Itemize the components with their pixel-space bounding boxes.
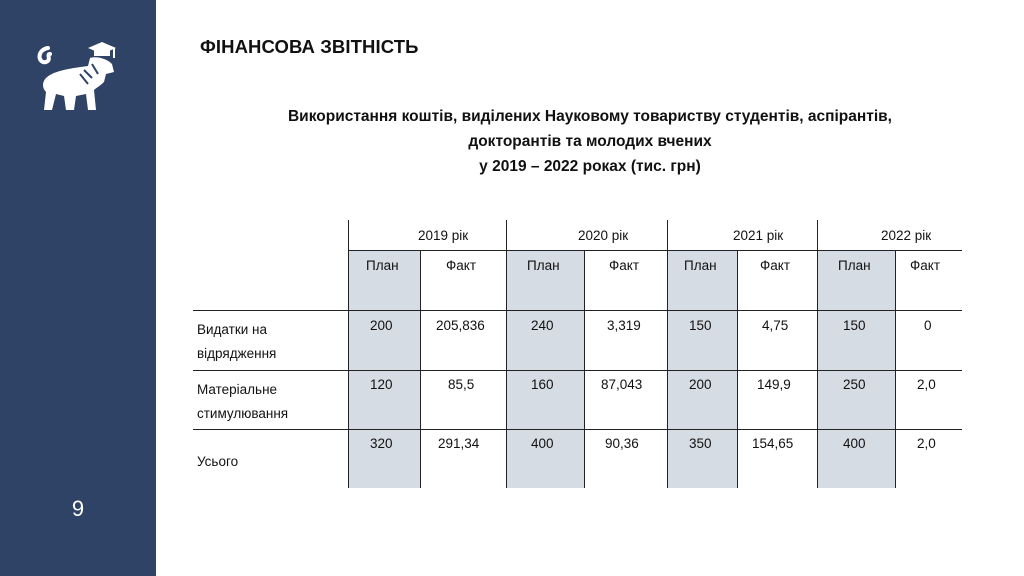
table-cell: 150 (843, 318, 866, 333)
table-cell: 4,75 (762, 318, 789, 333)
row-label-travel (197, 318, 337, 366)
table-cell: 85,5 (448, 377, 475, 392)
table-cell: 0 (924, 318, 932, 333)
plan-shade-2020 (507, 250, 584, 488)
year-header-2022: 2022 рік (881, 228, 932, 243)
year-header-2020: 2020 рік (578, 228, 629, 243)
grid-line (193, 429, 962, 430)
grid-line (193, 370, 962, 371)
plan-header: План (527, 258, 560, 273)
row-label-line: Матеріальне (197, 382, 278, 397)
table-cell: 200 (689, 377, 712, 392)
grid-line (895, 250, 896, 488)
table-cell: 205,836 (436, 318, 485, 333)
plan-shade-2022 (818, 250, 895, 488)
fact-header: Факт (760, 258, 791, 273)
fact-header: Факт (609, 258, 640, 273)
plan-header: План (366, 258, 399, 273)
table-cell: 160 (531, 377, 554, 392)
table-cell: 240 (531, 318, 554, 333)
table-cell: 350 (689, 436, 712, 451)
table-cell: 90,36 (605, 436, 639, 451)
sidebar (0, 0, 156, 576)
grid-line (506, 220, 507, 488)
table-cell: 200 (370, 318, 393, 333)
table-cell: 320 (370, 436, 393, 451)
table-cell: 2,0 (917, 377, 936, 392)
table-cell: 120 (370, 377, 393, 392)
plan-header: План (838, 258, 871, 273)
table-cell: 250 (843, 377, 866, 392)
table-cell: 87,043 (601, 377, 643, 392)
table-cell: 2,0 (917, 436, 936, 451)
table-cell: 150 (689, 318, 712, 333)
table-cell: 3,319 (607, 318, 641, 333)
table-cell: 154,65 (752, 436, 794, 451)
year-header-2019: 2019 рік (418, 228, 469, 243)
grid-line (348, 220, 349, 488)
slide-title: ФІНАНСОВА ЗВІТНІСТЬ (200, 36, 419, 57)
grid-line (817, 220, 818, 488)
row-label-line: Видатки на (197, 322, 267, 337)
table-cell: 400 (531, 436, 554, 451)
lion-logo-icon (34, 38, 118, 114)
caption-line-1: Використання коштів, виділених Науковому товариству студентів, аспірантів, (287, 108, 892, 125)
row-label-line: стимулювання (197, 406, 289, 421)
row-label-total (197, 450, 337, 474)
grid-line (584, 250, 585, 488)
caption-line-3: у 2019 – 2022 роках (тис. грн) (479, 158, 701, 175)
fact-header: Факт (910, 258, 941, 273)
table-caption (260, 104, 920, 179)
fact-header: Факт (446, 258, 477, 273)
table-cell: 149,9 (757, 377, 791, 392)
row-label-line: відрядження (197, 346, 277, 361)
plan-shade-2021 (668, 250, 737, 488)
page-number: 9 (71, 496, 85, 521)
caption-line-2: докторантів та молодих вчених (468, 133, 712, 150)
table-cell: 400 (843, 436, 866, 451)
grid-line (667, 220, 668, 488)
row-label-line: Усього (197, 454, 239, 469)
row-label-incentives (197, 378, 337, 426)
grid-line (348, 250, 962, 251)
grid-line (420, 250, 421, 488)
year-header-2021: 2021 рік (733, 228, 784, 243)
grid-line (737, 250, 738, 488)
plan-header: План (684, 258, 717, 273)
grid-line (193, 310, 962, 311)
plan-shade-2019 (349, 250, 420, 488)
table-cell: 291,34 (438, 436, 480, 451)
